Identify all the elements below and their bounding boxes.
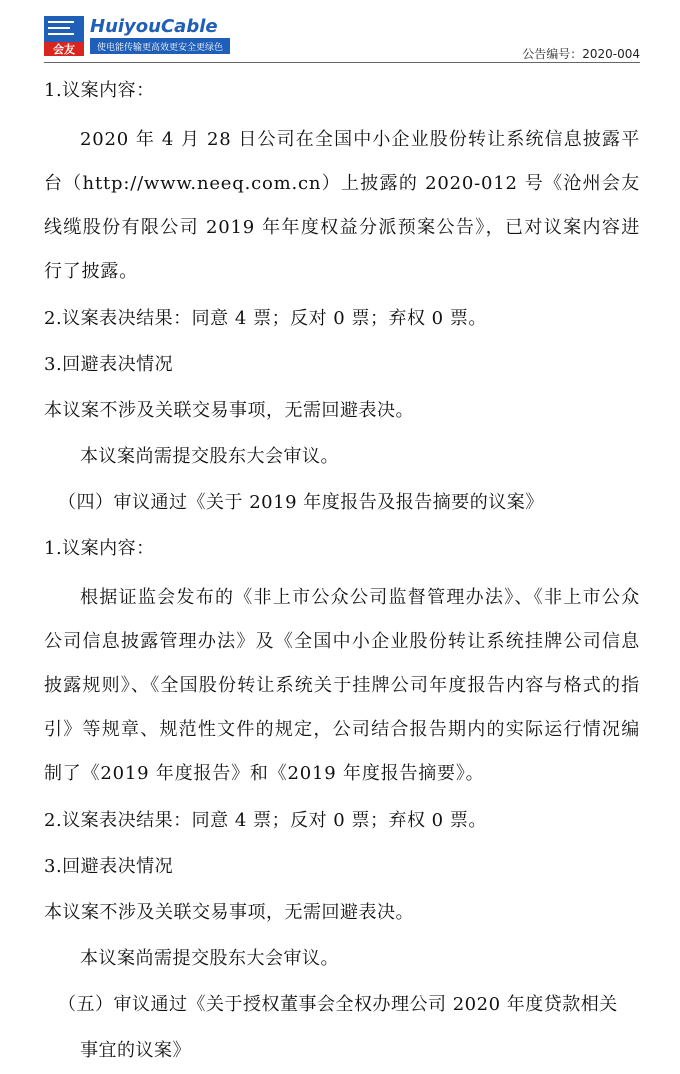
vote-result: 2.议案表决结果：同意 4 票；反对 0 票；弃权 0 票。 xyxy=(44,308,487,329)
section-heading-4: （四）审议通过《关于 2019 年度报告及报告摘要的议案》 xyxy=(58,492,544,513)
recusal-heading: 3.回避表决情况 xyxy=(44,354,174,375)
recusal-statement: 本议案不涉及关联交易事项，无需回避表决。 xyxy=(44,902,414,923)
item-content-heading: 1.议案内容： xyxy=(44,538,155,559)
submission-note: 本议案尚需提交股东大会审议。 xyxy=(80,948,339,969)
paragraph-disclosure: 2020 年 4 月 28 日公司在全国中小企业股份转让系统信息披露平台（http://www.neeq.com.cn）上披露的 2020-012 号《沧州会友线缆股份有限公司 2019 年年度权益分派预案公告》，已对议案内容进行了披露。 xyxy=(44,129,640,282)
logo-brand-text: HuiyouCable xyxy=(90,16,218,37)
section-heading-5-cont: 事宜的议案》 xyxy=(80,1040,191,1061)
recusal-heading: 3.回避表决情况 xyxy=(44,856,174,877)
document-body xyxy=(44,68,640,1074)
vote-result: 2.议案表决结果：同意 4 票；反对 0 票；弃权 0 票。 xyxy=(44,810,487,831)
item-content-heading: 1.议案内容： xyxy=(44,80,155,101)
page-header xyxy=(0,0,680,64)
paragraph-annual-report: 根据证监会发布的《非上市公众公司监督管理办法》、《非上市公众公司信息披露管理办法》及《全国中小企业股份转让系统挂牌公司信息披露规则》、《全国股份转让系统关于挂牌公司年度报告内容与格式的指引》等规章、规范性文件的规定，公司结合报告期内的实际运行情况编制了《2019 年度报告》和《2019 年度报告摘要》。 xyxy=(44,587,640,784)
recusal-statement: 本议案不涉及关联交易事项，无需回避表决。 xyxy=(44,400,414,421)
submission-note: 本议案尚需提交股东大会审议。 xyxy=(80,446,339,467)
logo-cn-text: 会友 xyxy=(53,43,75,56)
logo-slogan: 使电能传输更高效更安全更绿色 xyxy=(96,43,224,53)
company-logo xyxy=(44,12,230,58)
notice-number: 公告编号：2020-004 xyxy=(522,47,640,61)
section-heading-5: （五）审议通过《关于授权董事会全权办理公司 2020 年度贷款相关 xyxy=(58,994,618,1015)
header-divider xyxy=(44,62,640,63)
